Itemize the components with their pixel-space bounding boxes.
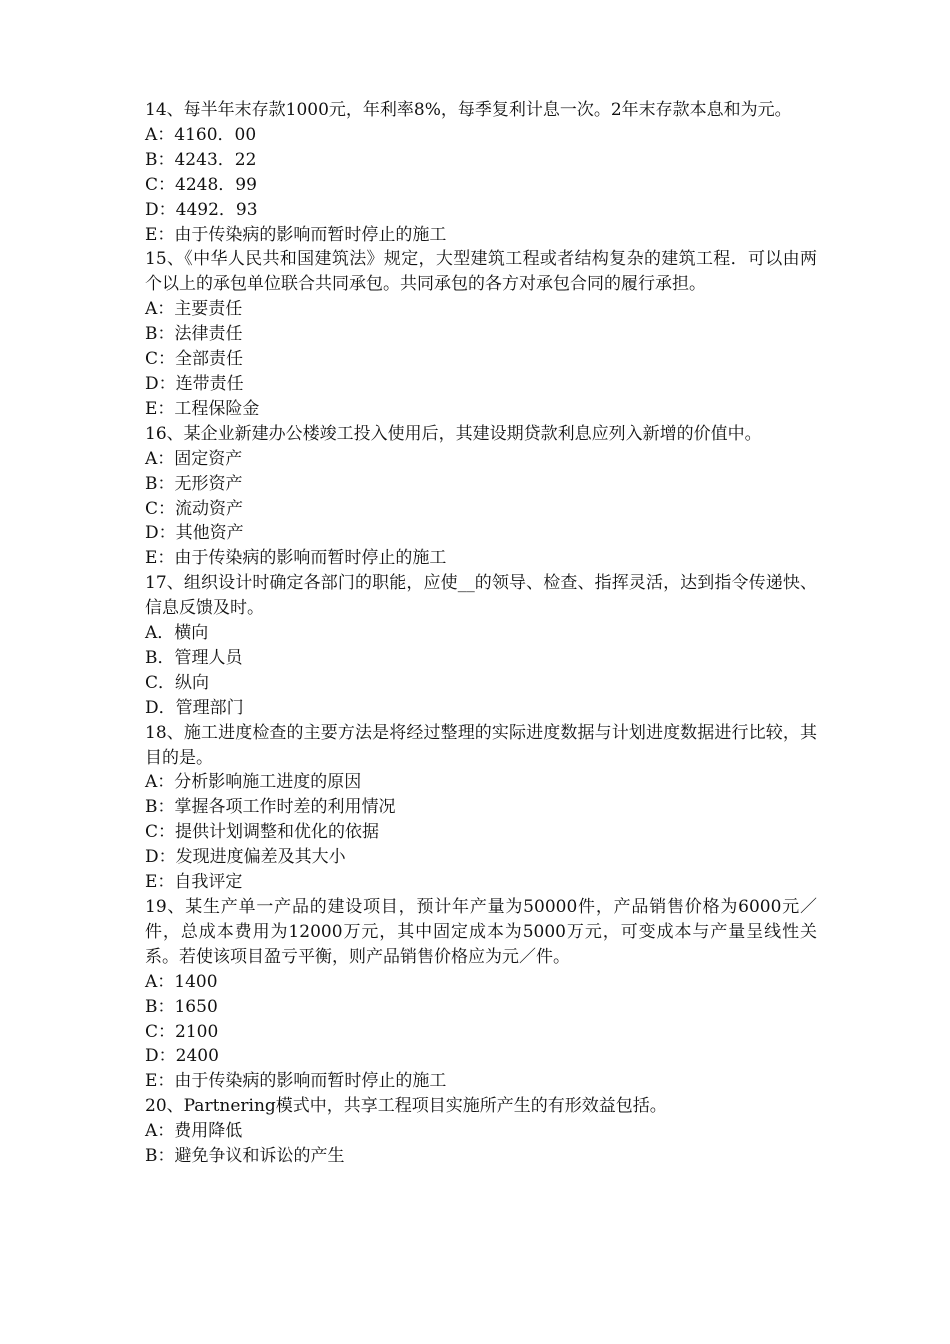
option-e: E：由于传染病的影响而暂时停止的施工 xyxy=(145,548,447,569)
question-16 xyxy=(145,422,817,571)
option-a: A：固定资产 xyxy=(145,448,243,469)
option-c: C：2100 xyxy=(145,1021,219,1042)
option-c: C：流动资产 xyxy=(145,498,244,519)
question-stem: 15、《中华人民共和国建筑法》规定，大型建筑工程或者结构复杂的建筑工程．可以由两个以上的承包单位联合共同承包。共同承包的各方对承包合同的履行承担。 xyxy=(145,249,817,295)
option-a: A：费用降低 xyxy=(145,1121,243,1142)
question-stem: 16、某企业新建办公楼竣工投入使用后，其建设期贷款利息应列入新增的价值中。 xyxy=(145,423,762,444)
option-e: E：由于传染病的影响而暂时停止的施工 xyxy=(145,224,447,245)
option-a: A：4160．00 xyxy=(145,124,257,145)
option-e: E：自我评定 xyxy=(145,872,243,893)
option-d: D：发现进度偏差及其大小 xyxy=(145,847,346,868)
question-stem: 14、每半年末存款1000元，年利率8%，每季复利计息一次。2年末存款本息和为元。 xyxy=(145,100,792,120)
option-b: B：1650 xyxy=(145,996,218,1017)
option-b: B：掌握各项工作时差的利用情况 xyxy=(145,797,396,818)
question-stem: 19、某生产单一产品的建设项目，预计年产量为50000件，产品销售价格为6000元／件，总成本费用为12000万元，其中固定成本为5000万元，可变成本与产量呈线性关系。若使该项目盈亏平衡，则产品销售价格应为元／件。 xyxy=(145,897,817,967)
option-c: C：提供计划调整和优化的依据 xyxy=(145,822,380,843)
question-19 xyxy=(145,895,817,1094)
option-b: B：法律责任 xyxy=(145,324,243,345)
option-e: E：工程保险金 xyxy=(145,398,260,419)
document-page xyxy=(145,98,817,1169)
question-15 xyxy=(145,247,817,421)
option-c: C：全部责任 xyxy=(145,349,244,370)
option-b: B．管理人员 xyxy=(145,647,243,668)
question-18 xyxy=(145,721,817,895)
option-d: D．管理部门 xyxy=(145,697,244,718)
option-b: B：避免争议和诉讼的产生 xyxy=(145,1146,345,1167)
option-d: D：连带责任 xyxy=(145,373,244,394)
question-14 xyxy=(145,98,817,247)
option-b: B：无形资产 xyxy=(145,473,243,494)
option-a: A．横向 xyxy=(145,623,209,644)
option-a: A：主要责任 xyxy=(145,299,243,320)
question-17 xyxy=(145,571,817,720)
option-e: E：由于传染病的影响而暂时停止的施工 xyxy=(145,1071,447,1092)
question-stem: 17、组织设计时确定各部门的职能，应使__的领导、检查、指挥灵活，达到指令传递快、信息反馈及时。 xyxy=(145,573,817,619)
option-d: D：4492．93 xyxy=(145,199,258,220)
question-stem: 18、施工进度检查的主要方法是将经过整理的实际进度数据与计划进度数据进行比较，其目的是。 xyxy=(145,722,817,768)
question-20 xyxy=(145,1094,817,1169)
option-d: D：2400 xyxy=(145,1046,219,1067)
option-a: A：分析影响施工进度的原因 xyxy=(145,772,362,793)
option-c: C：4248．99 xyxy=(145,174,257,195)
option-a: A：1400 xyxy=(145,971,218,992)
question-stem: 20、Partnering模式中，共享工程项目实施所产生的有形效益包括。 xyxy=(145,1096,667,1117)
option-b: B：4243．22 xyxy=(145,149,257,170)
option-c: C．纵向 xyxy=(145,672,210,693)
option-d: D：其他资产 xyxy=(145,523,244,544)
